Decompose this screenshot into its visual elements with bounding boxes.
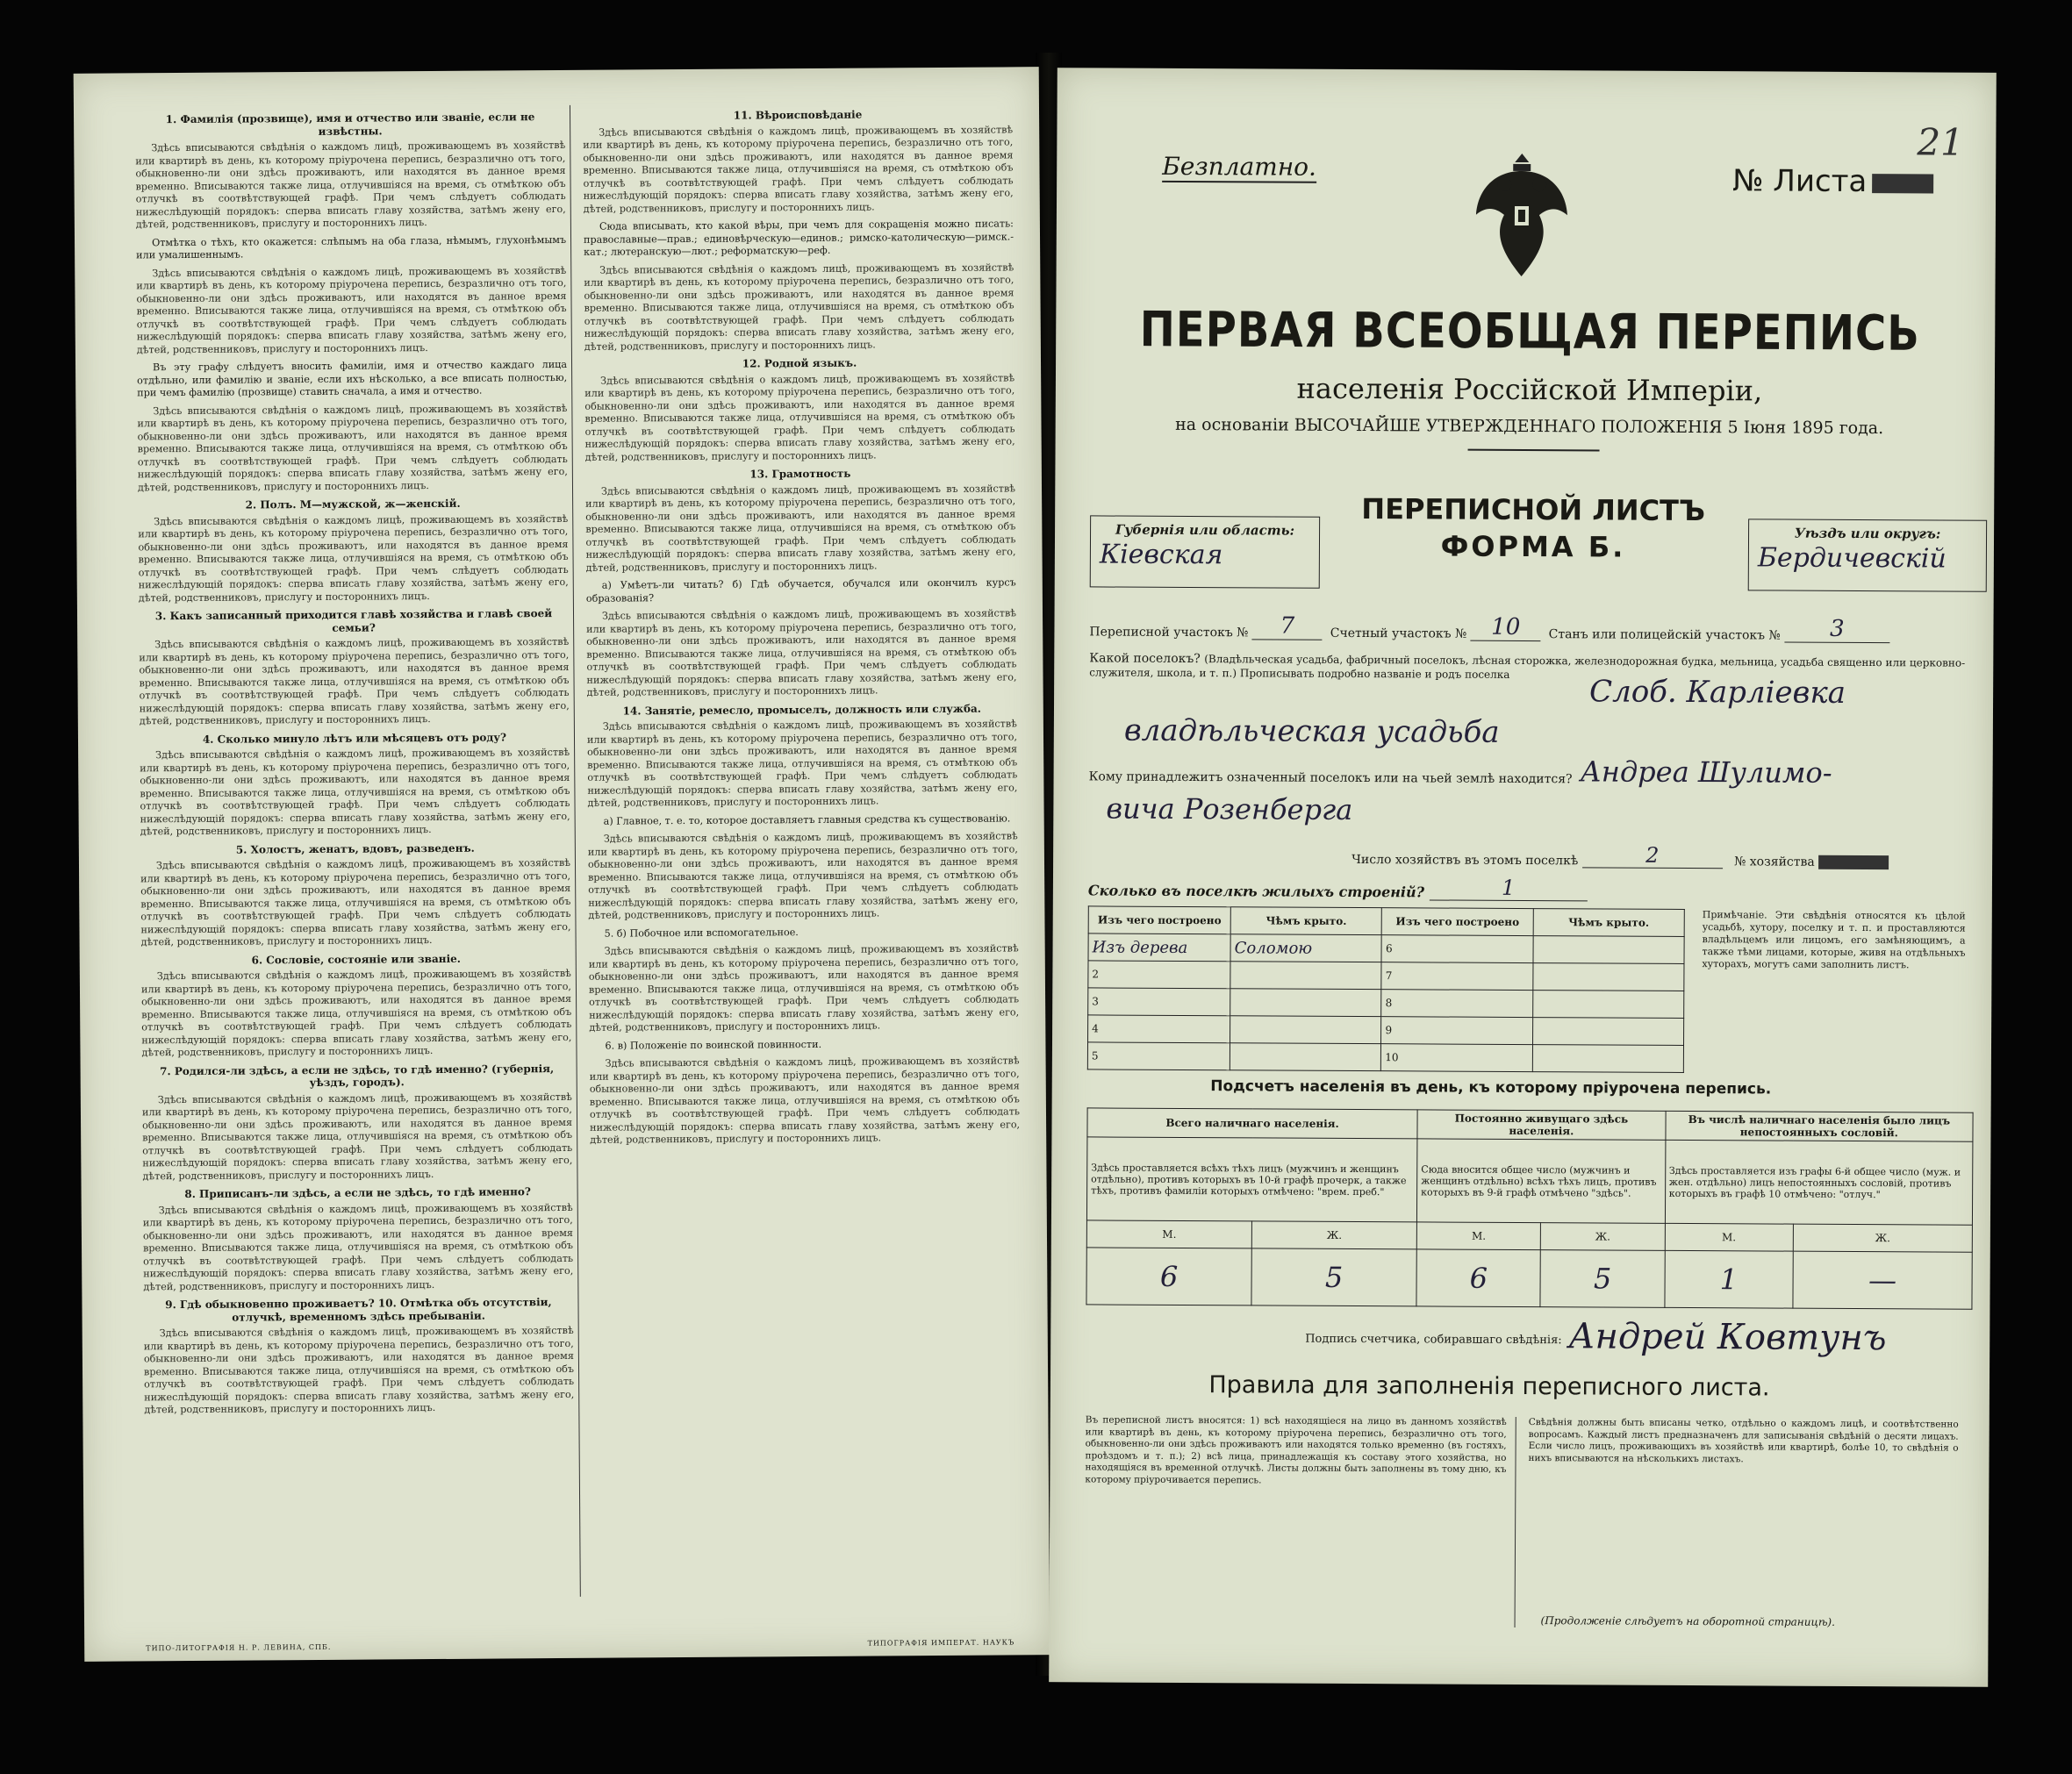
rules-right-column: Свѣдѣнія должны быть вписаны четко, отдѣльно о каждомъ лицѣ, и соотвѣтственно вопросамъ. Каждый листъ предназначенъ для записыванія свѣдѣній о десяти лицахъ. Если число лицъ, проживающихъ въ хозяйствѣ или квартирѣ, болѣе 10, то свѣдѣнія о нихъ вписываются на нѣсколькихъ листахъ.: [1528, 1417, 1959, 1464]
paragraph: а) Умѣетъ-ли читать? б) Гдѣ обучается, обучался или окончилъ курсъ образованія?: [585, 576, 1016, 604]
section-heading: 9. Гдѣ обыкновенно проживаетъ? 10. Отмѣтка объ отсутствіи, отлучкѣ, временномъ здѣсь пребываніи.: [165, 1296, 552, 1324]
gubernia-value: Кiевская: [1099, 539, 1223, 571]
body-text: Здѣсь вписываются свѣдѣнія о каждомъ лицѣ, проживающемъ въ хозяйствѣ или квартирѣ въ день, къ которому пріурочена перепись, безразлично отъ того, обыкновенно-ли они здѣсь проживаютъ, или находятся въ данное время временно. Вписываются также лица, отлучившіяся на время, съ отмѣткою объ отлучкѣ въ соотвѣтствующей графѣ. При чемъ слѣдуетъ соблюдать нижеслѣдующій порядокъ: сперва вписать главу хозяйства, затѣмъ жену его, дѣтей, родственниковъ, прислугу и постороннихъ лицъ.: [586, 607, 1017, 698]
paragraph: Въ эту графу слѣдуетъ вносить фамиліи, имя и отчество каждаго лица отдѣльно, или фамилію и званіе, если ихъ нѣсколько, а все вписать полностью, при чемъ фамилію (прозвище) ставить сначала, а имя и отчество.: [137, 358, 568, 399]
buildings-value: 1: [1430, 875, 1588, 901]
pop-col-zh: Ж.: [1251, 1221, 1416, 1249]
households-value: 2: [1582, 842, 1723, 869]
printer-footer-left: ТИПО-ЛИТОГРАФІЯ Н. Р. ЛЕВИНА, СПБ.: [146, 1642, 332, 1653]
right-page: [1049, 68, 1997, 1687]
sheet-number: [1732, 163, 1933, 199]
sheet-number-redacted: [1872, 174, 1933, 193]
body-text: Здѣсь вписываются свѣдѣнія о каждомъ лицѣ, проживающемъ въ хозяйствѣ или квартирѣ въ день, къ которому пріурочена перепись, безразлично отъ того, обыкновенно-ли они здѣсь проживаютъ, или находятся въ данное время временно. Вписываются также лица, отлучившіяся на время, съ отмѣткою объ отлучкѣ въ соотвѣтствующей графѣ. При чемъ слѣдуетъ соблюдать нижеслѣдующій порядокъ: сперва вписать главу хозяйства, затѣмъ жену его, дѣтей, родственниковъ, прислугу и постороннихъ лицъ.: [588, 942, 1020, 1034]
continued-note: (Продолженіе слѣдуетъ на оборотной страницѣ).: [1540, 1614, 1835, 1628]
settlement-label: Какой поселокъ?: [1089, 651, 1201, 667]
section-heading: 5. Холостъ, женатъ, вдовъ, разведенъ.: [235, 841, 475, 856]
pop-col-zh: Ж.: [1541, 1223, 1665, 1251]
census-decree-line: на основаніи ВЫСОЧАЙШЕ УТВЕРЖДЕННАГО ПОЛОЖЕНІЯ 5 Іюня 1895 года.: [1175, 414, 1884, 439]
census-title: ПЕРВАЯ ВСЕОБЩАЯ ПЕРЕПИСЬ: [1139, 301, 1920, 362]
pop-desc-nonpermanent: Здѣсь проставляется изъ графы 6-й общее число (муж. и жен. отдѣльно) лицъ непостоянныхъ сословій, противъ которыхъ въ графѣ 10 отмѣчено: "отлуч.": [1665, 1140, 1973, 1225]
body-text: Здѣсь вписываются свѣдѣнія о каждомъ лицѣ, проживающемъ въ хозяйствѣ или квартирѣ въ день, къ которому пріурочена перепись, безразлично отъ того, обыкновенно-ли они здѣсь проживаютъ, или находятся въ данное время временно. Вписываются также лица, отлучившіяся на время, съ отмѣткою объ отлучкѣ въ соотвѣтствующей графѣ. При чемъ слѣдуетъ соблюдать нижеслѣдующій порядокъ: сперва вписать главу хозяйства, затѣмъ жену его, дѣтей, родственниковъ, прислугу и постороннихъ лицъ.: [584, 261, 1014, 353]
body-text: Здѣсь вписываются свѣдѣнія о каждомъ лицѣ, проживающемъ въ хозяйствѣ или квартирѣ въ день, къ которому пріурочена перепись, безразлично отъ того, обыкновенно-ли они здѣсь проживаютъ, или находятся въ данное время временно. Вписываются также лица, отлучившіяся на время, съ отмѣткою объ отлучкѣ въ соотвѣтствующей графѣ. При чемъ слѣдуетъ соблюдать нижеслѣдующій порядокъ: сперва вписать главу хозяйства, затѣмъ жену его, дѣтей, родственниковъ, прислугу и постороннихъ лицъ.: [585, 482, 1016, 574]
owner-row: [1089, 769, 1573, 786]
body-text: Здѣсь вписываются свѣдѣнія о каждомъ лицѣ, проживающемъ въ хозяйствѣ или квартирѣ въ день, къ которому пріурочена перепись, безразлично отъ того, обыкновенно-ли они здѣсь проживаютъ, или находятся въ данное время временно. Вписываются также лица, отлучившіяся на время, съ отмѣткою объ отлучкѣ въ соотвѣтствующей графѣ. При чемъ слѣдуетъ соблюдать нижеслѣдующій порядокъ: сперва вписать главу хозяйства, затѣмъ жену его, дѣтей, родственниковъ, прислугу и постороннихъ лицъ.: [586, 718, 1018, 809]
section-heading: 3. Какъ записанный приходится главѣ хозяйства и главѣ своей семьи?: [154, 607, 553, 634]
population-count-title: Подсчетъ населенія въ день, къ которому пріурочена перепись.: [1210, 1077, 1772, 1098]
section-heading: 1. Фамилія (прозвище), имя и отчество или званіе, если не извѣстны.: [165, 111, 535, 138]
table-row: [1088, 988, 1684, 1019]
household-no-label: № хозяйства: [1734, 855, 1815, 869]
household-no-redacted: [1818, 855, 1889, 869]
pop-desc-permanent: Сюда вносится общее число (мужчинъ и женщинъ отдѣльно) всѣхъ тѣхъ лицъ, противъ которыхъ въ 9-й графѣ отмѣчено "здѣсь".: [1416, 1139, 1665, 1223]
body-text: Здѣсь вписываются свѣдѣнія о каждомъ лицѣ, проживающемъ въ хозяйствѣ или квартирѣ въ день, къ которому пріурочена перепись, безразлично отъ того, обыкновенно-ли они здѣсь проживаютъ, или находятся въ данное время временно. Вписываются также лица, отлучившіяся на время, съ отмѣткою объ отлучкѣ въ соотвѣтствующей графѣ. При чемъ слѣдуетъ соблюдать нижеслѣдующій порядокъ: сперва вписать главу хозяйства, затѣмъ жену его, дѣтей, родственниковъ, прислугу и постороннихъ лицъ.: [143, 1324, 575, 1416]
building-row-num: 5: [1087, 1042, 1230, 1070]
police-area-value: 3: [1784, 616, 1889, 644]
table-row: [1088, 933, 1684, 964]
pop-head-present: Всего наличнаго населенія.: [1087, 1108, 1417, 1139]
body-text: Здѣсь вписываются свѣдѣнія о каждомъ лицѣ, проживающемъ въ хозяйствѣ или квартирѣ въ день, къ которому пріурочена перепись, безразлично отъ того, обыкновенно-ли они здѣсь проживаютъ, или находятся въ данное время временно. Вписываются также лица, отлучившіяся на время, съ отмѣткою объ отлучкѣ въ соотвѣтствующей графѣ. При чемъ слѣдуетъ соблюдать нижеслѣдующій порядокъ: сперва вписать главу хозяйства, затѣмъ жену его, дѣтей, родственниковъ, прислугу и постороннихъ лицъ.: [137, 402, 568, 493]
building-row-num: 9: [1381, 1017, 1532, 1045]
settlement-value-1: Слоб. Карлiевка: [1589, 674, 1846, 711]
rules-divider: [1515, 1417, 1516, 1627]
building-1-roof: Соломою: [1230, 934, 1381, 962]
section-heading: 12. Родной языкъ.: [742, 356, 857, 370]
pop-col-m: М.: [1086, 1220, 1251, 1248]
body-text: Здѣсь вписываются свѣдѣнія о каждомъ лицѣ, проживающемъ въ хозяйствѣ или квартирѣ въ день, къ которому пріурочена перепись, безразлично отъ того, обыкновенно-ли они здѣсь проживаютъ, или находятся въ данное время временно. Вписываются также лица, отлучившіяся на время, съ отмѣткою объ отлучкѣ въ соотвѣтствующей графѣ. При чемъ слѣдуетъ соблюдать нижеслѣдующій порядокъ: сперва вписать главу хозяйства, затѣмъ жену его, дѣтей, родственниковъ, прислугу и постороннихъ лицъ.: [140, 856, 571, 948]
population-table: [1086, 1107, 1973, 1309]
building-row-num: 10: [1381, 1044, 1532, 1072]
owner-label: Кому принадлежитъ означенный поселокъ или на чьей землѣ находится?: [1088, 769, 1573, 787]
left-column-1: [135, 105, 576, 1635]
census-subtitle: населенія Россійской Имперіи,: [1296, 371, 1763, 408]
body-text: Здѣсь вписываются свѣдѣнія о каждомъ лицѣ, проживающемъ въ хозяйствѣ или квартирѣ въ день, къ которому пріурочена перепись, безразлично отъ того, обыкновенно-ли они здѣсь проживаютъ, или находятся въ данное время временно. Вписываются также лица, отлучившіяся на время, съ отмѣткою объ отлучкѣ въ соотвѣтствующей графѣ. При чемъ слѣдуетъ соблюдать нижеслѣдующій порядокъ: сперва вписать главу хозяйства, затѣмъ жену его, дѣтей, родственниковъ, прислугу и постороннихъ лицъ.: [136, 264, 567, 355]
enumerator-signature: Андрей Ковтунъ: [1568, 1316, 1887, 1359]
section-heading: 6. Сословіе, состояніе или званіе.: [251, 952, 461, 966]
pop-nonpermanent-m: 1: [1665, 1250, 1793, 1308]
building-row-num: 8: [1381, 990, 1532, 1018]
pop-desc-present: Здѣсь проставляется всѣхъ тѣхъ лицъ (мужчинъ и женщинъ отдѣльно), противъ которыхъ въ 10-й графѣ прочерк, а также тѣхъ, противъ фамиліи которыхъ отмѣчено: "врем. преб.": [1086, 1137, 1417, 1222]
body-text: Здѣсь вписываются свѣдѣнія о каждомъ лицѣ, проживающемъ въ хозяйствѣ или квартирѣ въ день, къ которому пріурочена перепись, безразлично отъ того, обыкновенно-ли они здѣсь проживаютъ, или находятся въ данное время временно. Вписываются также лица, отлучившіяся на время, съ отмѣткою объ отлучкѣ въ соотвѣтствующей графѣ. При чемъ слѣдуетъ соблюдать нижеслѣдующій порядокъ: сперва вписать главу хозяйства, затѣмъ жену его, дѣтей, родственниковъ, прислугу и постороннихъ лицъ.: [141, 1091, 573, 1182]
rules-left-column: Въ переписной листъ вносятся: 1) всѣ находящіеся на лицо въ данномъ хозяйствѣ или квартирѣ въ день, къ которому пріурочена перепись, безразлично отъ того, обыкновенно-ли они здѣсь проживаютъ или находятся только временно (въ гостяхъ, проѣздомъ и т. п.); 2) всѣ лица, принадлежащія къ составу этого хозяйства, но находящіяся въ временной отлучкѣ. Листы должны быть заполнены въ тому дню, къ которому пріурочивается перепись.: [1085, 1414, 1507, 1485]
owner-value-2: вича Розенберга: [1106, 791, 1353, 826]
count-area-value: 10: [1471, 614, 1541, 641]
uezd-label: Уѣздъ или округъ:: [1794, 525, 1941, 542]
form-title-line2: ФОРМА Б.: [1440, 529, 1626, 564]
section-heading: 7. Родился-ли здѣсь, а если не здѣсь, то гдѣ именно? (губернія, уѣздъ, городъ).: [160, 1062, 555, 1090]
signature-label: Подпись счетчика, собиравшаго свѣдѣнія:: [1305, 1332, 1562, 1348]
table-row: [1088, 1015, 1684, 1046]
settlement-hint: (Владѣльческая усадьба, фабричный поселокъ, лѣсная сторожка, железнодорожная будка, мельница, усадьба священно или церковно-служителя, школа, и т. п.) Прописывать подробно названіе и родъ поселка: [1089, 653, 1966, 681]
buildings-table: [1087, 905, 1685, 1073]
gubernia-box: [1090, 515, 1320, 588]
table-row: [1088, 961, 1684, 991]
section-heading: 14. Занятіе, ремесло, промыселъ, должность или служба.: [622, 702, 981, 718]
body-text: Здѣсь вписываются свѣдѣнія о каждомъ лицѣ, проживающемъ въ хозяйствѣ или квартирѣ въ день, къ которому пріурочена перепись, безразлично отъ того, обыкновенно-ли они здѣсь проживаютъ, или находятся въ данное время временно. Вписываются также лица, отлучившіяся на время, съ отмѣткою объ отлучкѣ въ соотвѣтствующей графѣ. При чемъ слѣдуетъ соблюдать нижеслѣдующій порядокъ: сперва вписать главу хозяйства, затѣмъ жену его, дѣтей, родственниковъ, прислугу и постороннихъ лицъ.: [584, 371, 1015, 463]
body-text: Здѣсь вписываются свѣдѣнія о каждомъ лицѣ, проживающемъ въ хозяйствѣ или квартирѣ въ день, къ которому пріурочена перепись, безразлично отъ того, обыкновенно-ли они здѣсь проживаютъ, или находятся въ данное время временно. Вписываются также лица, отлучившіяся на время, съ отмѣткою объ отлучкѣ въ соотвѣтствующей графѣ. При чемъ слѣдуетъ соблюдать нижеслѣдующій порядокъ: сперва вписать главу хозяйства, затѣмъ жену его, дѣтей, родственниковъ, прислугу и постороннихъ лицъ.: [139, 635, 570, 727]
body-text: Здѣсь вписываются свѣдѣнія о каждомъ лицѣ, проживающемъ въ хозяйствѣ или квартирѣ въ день, къ которому пріурочена перепись, безразлично отъ того, обыкновенно-ли они здѣсь проживаютъ, или находятся въ данное время временно. Вписываются также лица, отлучившіяся на время, съ отмѣткою объ отлучкѣ въ соотвѣтствующей графѣ. При чемъ слѣдуетъ соблюдать нижеслѣдующій порядокъ: сперва вписать главу хозяйства, затѣмъ жену его, дѣтей, родственниковъ, прислугу и постороннихъ лицъ.: [140, 967, 572, 1059]
table-row: [1086, 1248, 1972, 1309]
area-numbers-row: [1089, 612, 1889, 643]
census-area-value: 7: [1252, 612, 1323, 640]
body-text: Здѣсь вписываются свѣдѣнія о каждомъ лицѣ, проживающемъ въ хозяйствѣ или квартирѣ въ день, къ которому пріурочена перепись, безразлично отъ того, обыкновенно-ли они здѣсь проживаютъ, или находятся въ данное время временно. Вписываются также лица, отлучившіяся на время, съ отмѣткою объ отлучкѣ въ соотвѣтствующей графѣ. При чемъ слѣдуетъ соблюдать нижеслѣдующій порядокъ: сперва вписать главу хозяйства, затѣмъ жену его, дѣтей, родственниковъ, прислугу и постороннихъ лицъ.: [587, 830, 1019, 921]
archive-page-number: 21: [1917, 120, 1964, 164]
building-row-num: 6: [1381, 935, 1532, 963]
building-row-num: 4: [1088, 1015, 1230, 1043]
pop-nonpermanent-zh: —: [1793, 1251, 1973, 1309]
pop-head-permanent: Постоянно живущаго здѣсь населенія.: [1417, 1110, 1666, 1140]
double-headed-eagle-emblem: [1469, 145, 1575, 286]
section-heading: 4. Сколько минуло лѣтъ или мѣсяцевъ отъ роду?: [202, 730, 507, 746]
census-area-label: Переписной участокъ №: [1089, 625, 1249, 640]
pop-head-nonpermanent: Въ числѣ наличнаго населенія было лицъ непостоянныхъ сословій.: [1666, 1111, 1974, 1141]
section-heading: 8. Приписанъ-ли здѣсь, а если не здѣсь, то гдѣ именно?: [184, 1185, 531, 1201]
body-text: Здѣсь вписываются свѣдѣнія о каждомъ лицѣ, проживающемъ въ хозяйствѣ или квартирѣ въ день, къ которому пріурочена перепись, безразлично отъ того, обыкновенно-ли они здѣсь проживаютъ, или находятся въ данное время временно. Вписываются также лица, отлучившіяся на время, съ отмѣткою объ отлучкѣ въ соотвѣтствующей графѣ. При чемъ слѣдуетъ соблюдать нижеслѣдующій порядокъ: сперва вписать главу хозяйства, затѣмъ жену его, дѣтей, родственниковъ, прислугу и постороннихъ лицъ.: [135, 139, 566, 231]
buildings-head-roof-2: Чѣмъ крыто.: [1533, 909, 1684, 937]
body-text: Здѣсь вписываются свѣдѣнія о каждомъ лицѣ, проживающемъ въ хозяйствѣ или квартирѣ въ день, къ которому пріурочена перепись, безразлично отъ того, обыкновенно-ли они здѣсь проживаютъ, или находятся въ данное время временно. Вписываются также лица, отлучившіяся на время, съ отмѣткою объ отлучкѣ въ соотвѣтствующей графѣ. При чемъ слѣдуетъ соблюдать нижеслѣдующій порядокъ: сперва вписать главу хозяйства, затѣмъ жену его, дѣтей, родственниковъ, прислугу и постороннихъ лицъ.: [140, 746, 570, 838]
rules-title: Правила для заполненія переписного листа.: [1208, 1371, 1770, 1402]
section-heading: 11. Вѣроисповѣданіе: [733, 108, 863, 122]
households-label: Число хозяйствъ въ этомъ поселкѣ: [1351, 852, 1579, 869]
building-row-num: 7: [1381, 962, 1532, 991]
form-title-line1: ПЕРЕПИСНОЙ ЛИСТЪ: [1361, 492, 1706, 528]
uezd-box: [1748, 519, 1987, 591]
form-title: [1309, 490, 1757, 567]
paragraph: 6. в) Положеніе по воинской повинности.: [605, 1038, 822, 1052]
uezd-value: Бердичевскiй: [1757, 542, 1947, 575]
pop-present-zh: 5: [1251, 1248, 1416, 1306]
buildings-head-material: Изъ чего построено: [1088, 906, 1230, 934]
pop-col-zh: Ж.: [1793, 1224, 1972, 1252]
body-text: Здѣсь вписываются свѣдѣнія о каждомъ лицѣ, проживающемъ въ хозяйствѣ или квартирѣ въ день, къ которому пріурочена перепись, безразлично отъ того, обыкновенно-ли они здѣсь проживаютъ, или находятся въ данное время временно. Вписываются также лица, отлучившіяся на время, съ отмѣткою объ отлучкѣ въ соотвѣтствующей графѣ. При чемъ слѣдуетъ соблюдать нижеслѣдующій порядокъ: сперва вписать главу хозяйства, затѣмъ жену его, дѣтей, родственниковъ, прислугу и постороннихъ лицъ.: [589, 1055, 1021, 1146]
left-page: [74, 67, 1050, 1662]
buildings-head-material-2: Изъ чего построено: [1382, 908, 1533, 936]
paragraph: Сюда вписывать, кто какой вѣры, при чемъ для сокращенія можно писать: православные—прав.; единовѣрческую—единов.; римско-католическую—римск.-кат.; лютеранскую—лют.; реформатскую—реф.: [583, 218, 1014, 258]
settlement-value-2: владѣльческая усадьба: [1123, 712, 1500, 750]
sheet-number-label: № Листа: [1732, 163, 1868, 200]
paragraph: а) Главное, т. е. то, которое доставляетъ главныя средства къ существованію.: [603, 812, 1011, 827]
building-row-num: 3: [1088, 988, 1230, 1016]
building-row-num: 2: [1088, 961, 1230, 989]
body-text: Здѣсь вписываются свѣдѣнія о каждомъ лицѣ, проживающемъ въ хозяйствѣ или квартирѣ въ день, къ которому пріурочена перепись, безразлично отъ того, обыкновенно-ли они здѣсь проживаютъ, или находятся въ данное время временно. Вписываются также лица, отлучившіяся на время, съ отмѣткою объ отлучкѣ въ соотвѣтствующей графѣ. При чемъ слѣдуетъ соблюдать нижеслѣдующій порядокъ: сперва вписать главу хозяйства, затѣмъ жену его, дѣтей, родственниковъ, прислугу и постороннихъ лицъ.: [583, 123, 1014, 215]
building-1-material: Изъ дерева: [1088, 933, 1230, 962]
section-heading: 2. Полъ. М—мужской, ж—женскій.: [245, 497, 461, 511]
section-heading: 13. Грамотность: [749, 467, 851, 481]
pop-col-m: М.: [1416, 1222, 1540, 1250]
police-area-label: Станъ или полицейскій участокъ №: [1548, 627, 1781, 643]
pop-permanent-zh: 5: [1540, 1250, 1665, 1308]
pop-permanent-m: 6: [1416, 1249, 1541, 1307]
count-area-label: Счетный участокъ №: [1330, 626, 1467, 641]
owner-value-1: Андреа Шулимо-: [1580, 755, 1832, 790]
title-divider: [1468, 449, 1600, 452]
body-text: Здѣсь вписываются свѣдѣнія о каждомъ лицѣ, проживающемъ въ хозяйствѣ или квартирѣ въ день, къ которому пріурочена перепись, безразлично отъ того, обыкновенно-ли они здѣсь проживаютъ, или находятся въ данное время временно. Вписываются также лица, отлучившіяся на время, съ отмѣткою объ отлучкѣ въ соотвѣтствующей графѣ. При чемъ слѣдуетъ соблюдать нижеслѣдующій порядокъ: сперва вписать главу хозяйства, затѣмъ жену его, дѣтей, родственниковъ, прислугу и постороннихъ лицъ.: [142, 1201, 574, 1292]
table-row: [1087, 1042, 1683, 1073]
buildings-row: [1088, 873, 1588, 901]
buildings-label: Сколько въ поселкѣ жилыхъ строеній?: [1087, 882, 1425, 901]
paragraph: 5. б) Побочное или вспомогательное.: [604, 926, 799, 940]
paragraph: Отмѣтка о тѣхъ, кто окажется: слѣпымъ на оба глаза, нѣмымъ, глухонѣмымъ или умалишеннымъ.: [136, 233, 567, 261]
pop-col-m: М.: [1665, 1223, 1793, 1251]
buildings-note: Примѣчаніе. Эти свѣдѣнія относятся къ цѣлой усадьбѣ, хутору, поселку и т. п. и проставляются владѣльцемъ или лицомъ, его замѣняющимъ, а также тѣми лицами, которые, живя на отдѣльныхъ хуторахъ, могутъ сами заполнить листъ.: [1702, 909, 1966, 971]
households-row: [1351, 841, 1889, 869]
free-of-charge-label: Безплатно.: [1162, 151, 1317, 182]
body-text: Здѣсь вписываются свѣдѣнія о каждомъ лицѣ, проживающемъ въ хозяйствѣ или квартирѣ въ день, къ которому пріурочена перепись, безразлично отъ того, обыкновенно-ли они здѣсь проживаютъ, или находятся въ данное время временно. Вписываются также лица, отлучившіяся на время, съ отмѣткою объ отлучкѣ въ соотвѣтствующей графѣ. При чемъ слѣдуетъ соблюдать нижеслѣдующій порядокъ: сперва вписать главу хозяйства, затѣмъ жену его, дѣтей, родственниковъ, прислугу и постороннихъ лицъ.: [138, 512, 569, 604]
buildings-head-roof: Чѣмъ крыто.: [1230, 907, 1381, 935]
gubernia-label: Губернія или область:: [1115, 521, 1295, 539]
pop-present-m: 6: [1086, 1248, 1251, 1305]
left-column-2: [583, 102, 1023, 1631]
printer-footer-right: ТИПОГРАФІЯ ИМПЕРАТ. НАУКЪ: [867, 1638, 1015, 1648]
